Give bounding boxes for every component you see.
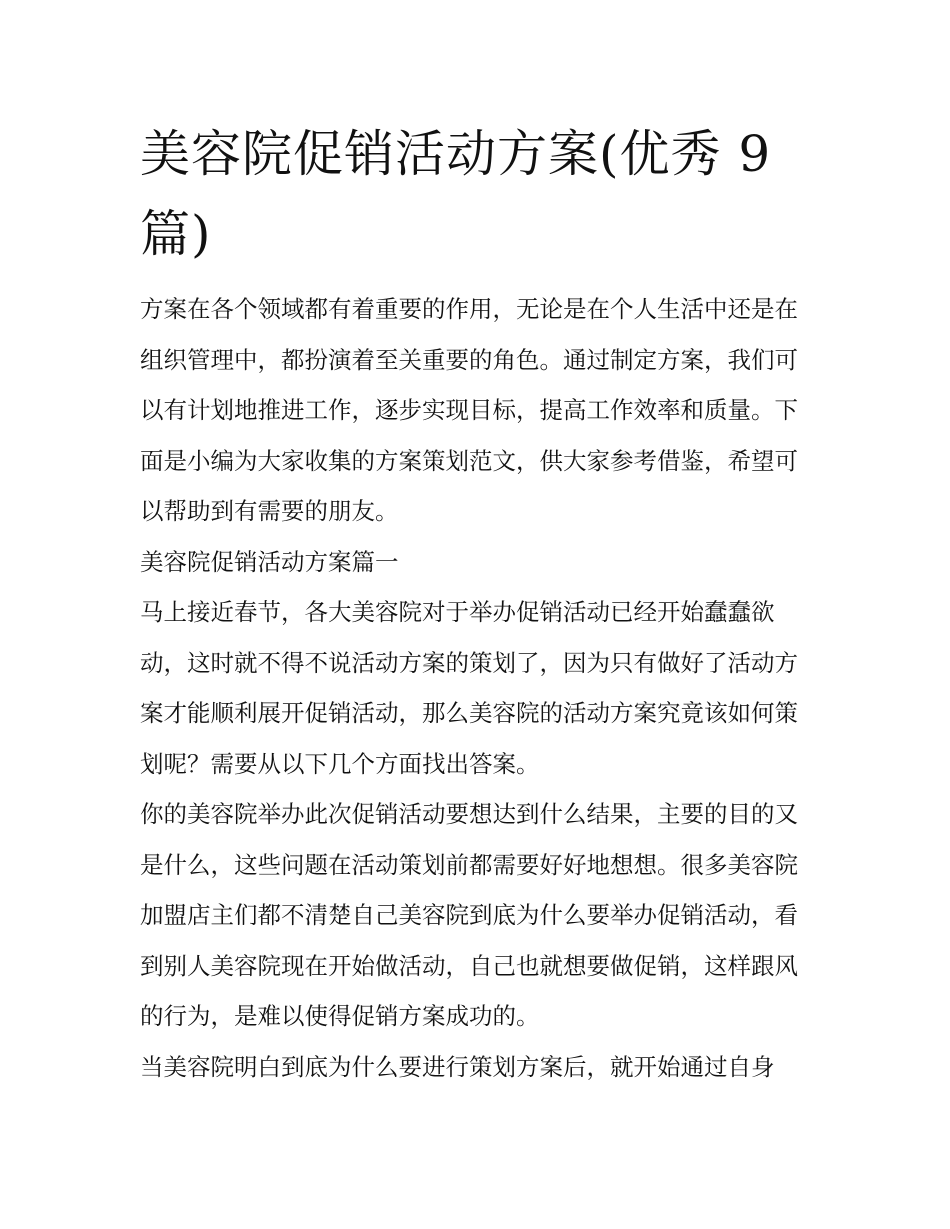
document-body [140,284,815,1092]
body-paragraph: 当美容院明白到底为什么要进行策划方案后，就开始通过自身 [140,1052,775,1081]
section-heading: 美容院促销活动方案篇一 [140,547,399,576]
body-paragraph: 马上接近春节，各大美容院对于举办促销活动已经开始蠢蠢欲动，这时就不得不说活动方案的策划了，因为只有做好了活动方案才能顺利展开促销活动，那么美容院的活动方案究竟该如何策划呢？需要从以下几个方面找出答案。 [140,598,798,778]
document-content [140,114,815,1092]
intro-paragraph: 方案在各个领域都有着重要的作用，无论是在个人生活中还是在组织管理中，都扮演着至关重要的角色。通过制定方案，我们可以有计划地推进工作，逐步实现目标，提高工作效率和质量。下面是小编为大家收集的方案策划范文，供大家参考借鉴，希望可以帮助到有需要的朋友。 [140,295,798,525]
body-paragraph: 你的美容院举办此次促销活动要想达到什么结果，主要的目的又是什么，这些问题在活动策划前都需要好好地想想。很多美容院加盟店主们都不清楚自己美容院到底为什么要举办促销活动，看到别人美容院现在开始做活动，自己也就想要做促销，这样跟风的行为，是难以使得促销方案成功的。 [140,800,798,1030]
document-title: 美容院促销活动方案(优秀 9 篇) [140,125,772,263]
